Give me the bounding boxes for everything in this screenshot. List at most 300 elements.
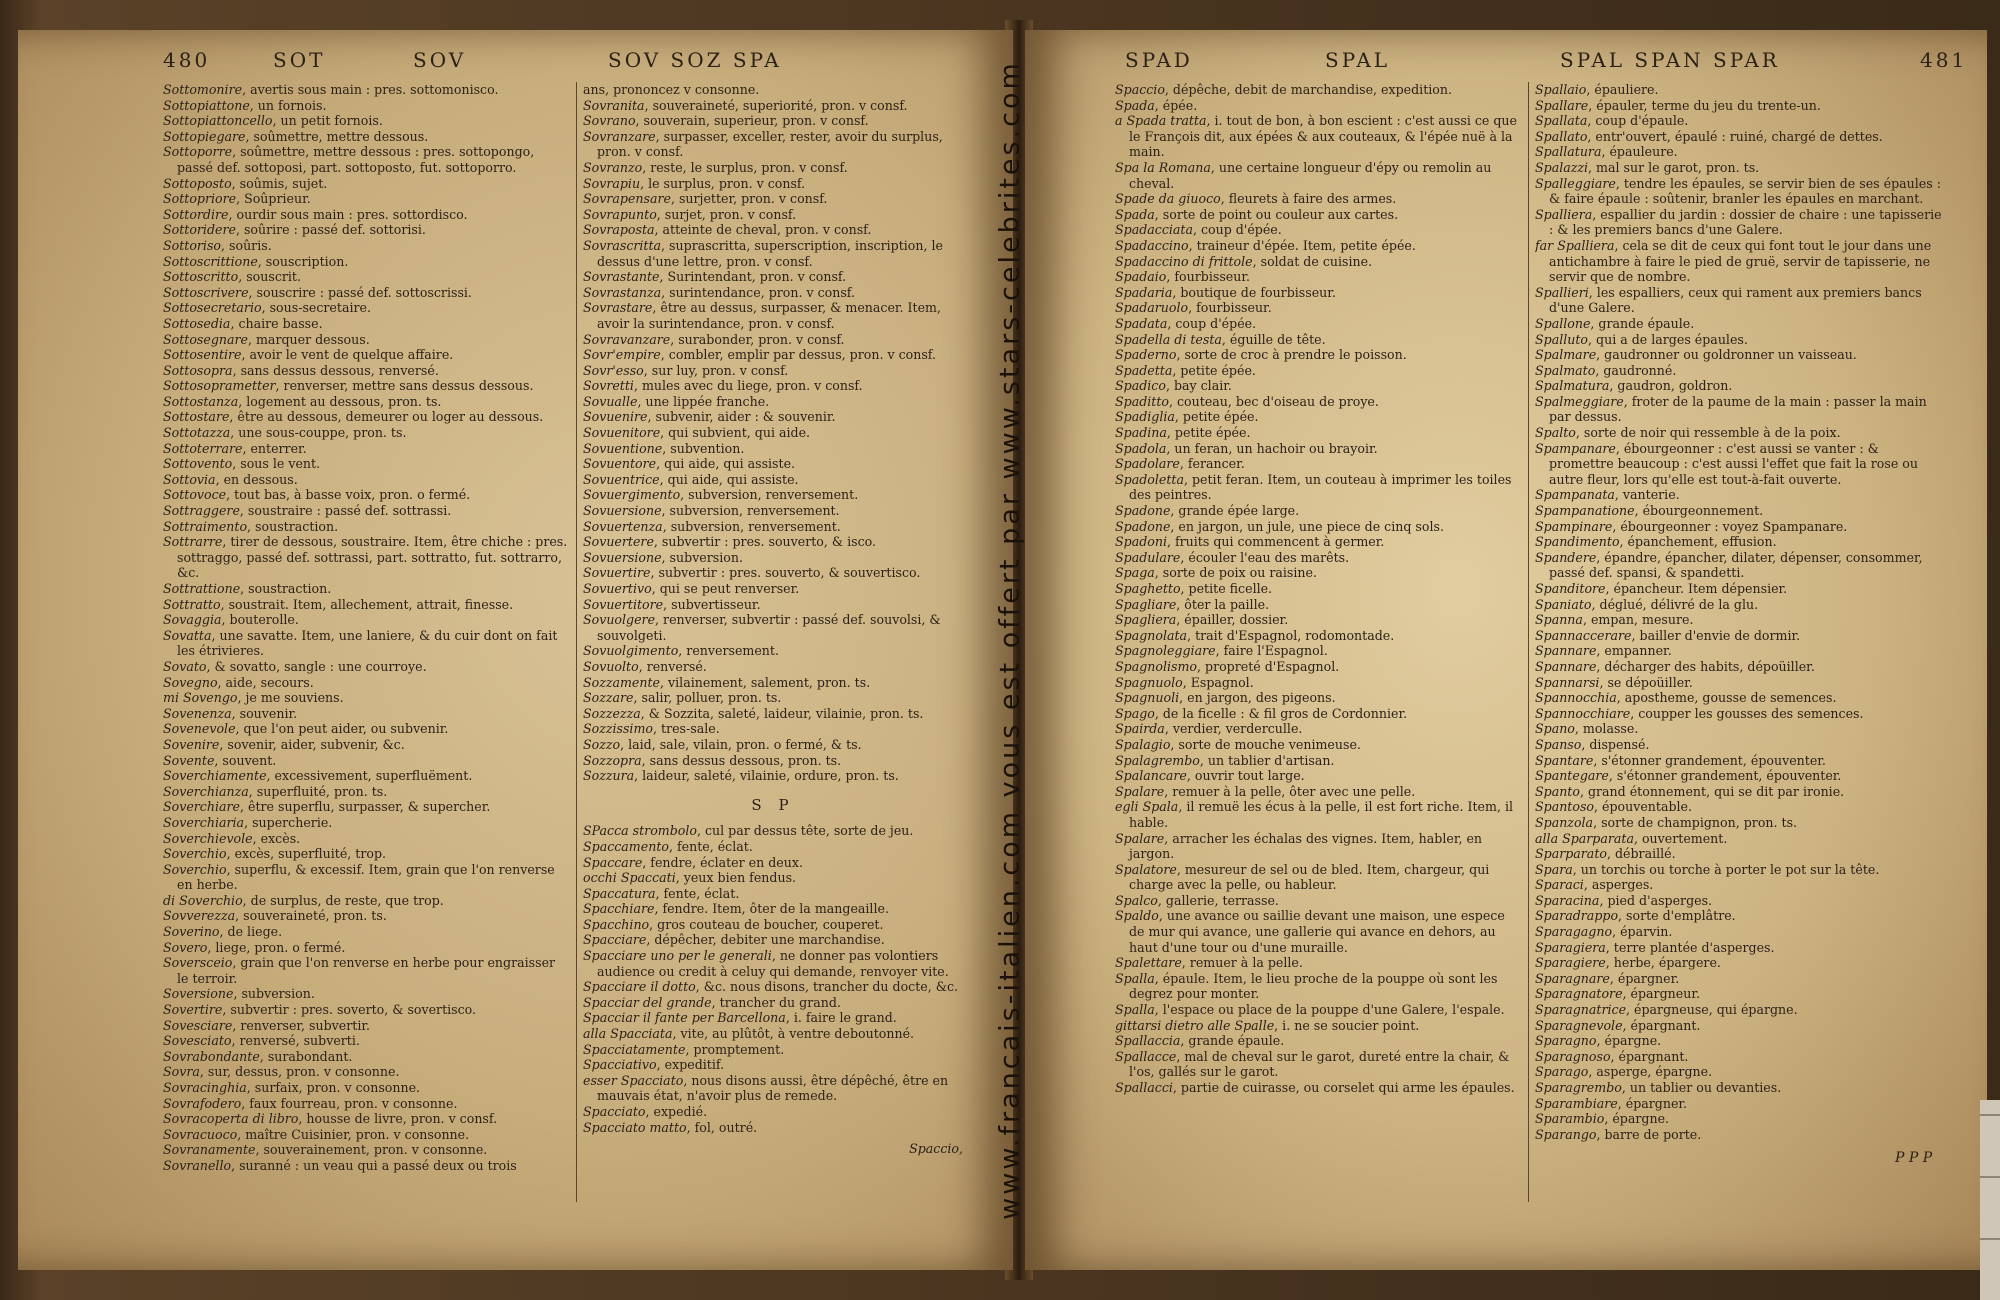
entry-definition: , Soûprieur. xyxy=(236,191,311,207)
entry-definition: , supercherie. xyxy=(244,814,333,830)
entry-definition: , épandre, épancher, dilater, dépenser, consommer, passé def. spansi, & spandetti. xyxy=(1549,549,1923,581)
dictionary-entry xyxy=(1115,285,1520,301)
dictionary-entry xyxy=(1535,534,1945,550)
entry-definition: , qui subvient, qui aide. xyxy=(660,425,811,441)
entry-headword: Spadaruolo xyxy=(1115,300,1189,316)
entry-headword: Soverchio xyxy=(163,861,227,877)
entry-headword: Sovualle xyxy=(583,393,638,409)
entry-headword: Sparparato xyxy=(1535,846,1607,862)
entry-definition: , fendre. Item, ôter de la mangeaille. xyxy=(654,901,889,917)
entry-definition: , décharger des habits, dépoüiller. xyxy=(1596,658,1815,674)
entry-definition: , barre de porte. xyxy=(1596,1126,1702,1142)
entry-definition: , ourdir sous main : pres. sottordisco. xyxy=(228,206,468,222)
dictionary-entry xyxy=(1535,986,1945,1002)
entry-headword: esser Spacciato xyxy=(583,1072,684,1088)
entry-definition: , tout bas, à basse voix, pron. o fermé. xyxy=(226,487,471,503)
entry-definition: , un fornois. xyxy=(249,97,327,113)
dictionary-entry xyxy=(1115,363,1520,379)
entry-headword: Spallaio xyxy=(1535,82,1587,97)
dictionary-entry xyxy=(583,1104,963,1120)
dictionary-entry xyxy=(1115,534,1520,550)
entry-definition: , espallier du jardin : dossier de chaire : une tapisserie : & les premiers bancs d'une Galere. xyxy=(1549,206,1942,238)
entry-definition: , logement au dessous, pron. ts. xyxy=(238,393,442,409)
entry-definition: , excès, superfluité, trop. xyxy=(226,846,387,862)
entry-definition: , sorte de poix ou raisine. xyxy=(1154,565,1317,581)
entry-headword: Spadola xyxy=(1115,440,1167,456)
entry-definition: , bouterolle. xyxy=(221,612,299,628)
entry-headword: Sottovento xyxy=(163,456,233,472)
entry-headword: Sovato xyxy=(163,658,207,674)
dictionary-entry xyxy=(1535,737,1945,753)
dictionary-entry xyxy=(163,1049,568,1065)
entry-definition: , en jargon, un jule, une piece de cinq sols. xyxy=(1170,518,1444,534)
dictionary-entry xyxy=(583,565,963,581)
dictionary-entry xyxy=(583,222,963,238)
entry-headword: Spagnolata xyxy=(1115,627,1188,643)
dictionary-entry xyxy=(583,332,963,348)
entry-headword: Spadella di testa xyxy=(1115,331,1222,347)
dictionary-entry xyxy=(1535,1018,1945,1034)
dictionary-entry xyxy=(163,597,568,613)
entry-definition: , traineur d'épée. Item, petite épée. xyxy=(1188,237,1416,253)
entry-definition: , épargneuse, qui épargne. xyxy=(1626,1002,1798,1018)
dictionary-entry xyxy=(1115,737,1520,753)
dictionary-entry xyxy=(583,82,963,98)
left-column-2 xyxy=(583,82,963,1232)
entry-definition: , suprascritta, superscription, inscription, le dessus d'une lettre, pron. v consf. xyxy=(597,237,943,269)
dictionary-entry xyxy=(163,222,568,238)
dictionary-entry xyxy=(1115,1049,1520,1080)
entry-headword: SPacca strombolo xyxy=(583,823,697,839)
entry-headword: Sovuenire xyxy=(583,409,648,425)
entry-definition: , sovenir, aider, subvenir, &c. xyxy=(219,736,405,752)
entry-headword: Spampanata xyxy=(1535,487,1615,503)
entry-headword: Spacciare uno per le generali xyxy=(583,948,772,964)
entry-headword: Spanna xyxy=(1535,612,1583,628)
dictionary-entry xyxy=(1535,643,1945,659)
dictionary-entry xyxy=(163,113,568,129)
entry-headword: Spannare xyxy=(1535,643,1597,659)
dictionary-entry xyxy=(1535,82,1945,98)
entry-definition: , mal de cheval sur le garot, dureté entre la chair, & l'os, gallés sur le garot. xyxy=(1129,1048,1510,1080)
entry-headword: Sozzopra xyxy=(583,752,642,768)
entry-definition: , superfluité, pron. ts. xyxy=(248,783,388,799)
entry-headword: Spalmato xyxy=(1535,362,1596,378)
entry-headword: Sovuentione xyxy=(583,440,663,456)
entry-definition: , promptement. xyxy=(685,1041,785,1057)
dictionary-entry xyxy=(1535,394,1945,425)
column-rule xyxy=(1528,82,1529,1202)
entry-headword: Spadulare xyxy=(1115,549,1181,565)
dictionary-entry xyxy=(583,503,963,519)
entry-headword: Sovuolgimento xyxy=(583,643,679,659)
entry-definition: , apostheme, gousse de semences. xyxy=(1616,690,1837,706)
entry-headword: Spairda xyxy=(1115,721,1165,737)
entry-definition: , tirer de dessous, soustraire. Item, être chiche : pres. sottraggo, passé def. sottrassi, part. sottratto, fut. sottrarro, &c. xyxy=(177,534,568,581)
entry-headword: Sottoscritto xyxy=(163,269,239,285)
entry-headword: Spacciare xyxy=(583,932,647,948)
entry-headword: Sovaggia xyxy=(163,612,222,628)
entry-headword: Spacciato xyxy=(583,1104,646,1119)
dictionary-entry xyxy=(1115,269,1520,285)
entry-definition: , déglué, délivré de la glu. xyxy=(1591,596,1759,612)
entry-definition: , maître Cuisinier, pron. v consonne. xyxy=(237,1126,470,1142)
dictionary-entry xyxy=(1115,612,1520,628)
entry-definition: , souscrire : passé def. sottoscrissi. xyxy=(248,284,472,300)
entry-headword: Soversceio xyxy=(163,955,233,971)
dictionary-entry xyxy=(1535,768,1945,784)
dictionary-entry xyxy=(583,519,963,535)
entry-headword: Sovranzare xyxy=(583,128,656,144)
entry-definition: , renverser, subvertir. xyxy=(232,1017,370,1033)
entry-definition: , fol, outré. xyxy=(686,1119,758,1135)
entry-headword: Sozzo xyxy=(583,736,621,752)
entry-headword: Sottrattione xyxy=(163,581,241,596)
dictionary-entry xyxy=(1115,628,1520,644)
dictionary-entry xyxy=(163,1096,568,1112)
left-column-1 xyxy=(163,82,568,1222)
entry-headword: Spadolare xyxy=(1115,456,1180,472)
dictionary-entry xyxy=(1535,441,1945,488)
dictionary-entry xyxy=(1535,316,1945,332)
entry-headword: Sovesciare xyxy=(163,1017,233,1033)
entry-definition: , épargner. xyxy=(1617,1095,1688,1111)
entry-headword: Sottopriore xyxy=(163,191,237,207)
entry-definition: , souvenir. xyxy=(231,705,298,721)
entry-definition: , grain que l'on renverse en herbe pour engraisser le terroir. xyxy=(177,955,556,986)
dictionary-entry xyxy=(163,768,568,784)
entry-definition: , épargner. xyxy=(1609,970,1680,986)
dictionary-entry xyxy=(163,1018,568,1034)
dictionary-entry xyxy=(163,1142,568,1158)
dictionary-entry xyxy=(163,659,568,675)
floor-tile xyxy=(1980,1100,2000,1300)
entry-headword: Sozzissimo xyxy=(583,721,653,737)
entry-definition: , petit feran. Item, un couteau à imprimer les toiles des peintres. xyxy=(1129,471,1512,503)
entry-definition: , un feran, un hachoir ou brayoir. xyxy=(1166,440,1378,456)
dictionary-entry xyxy=(1535,706,1945,722)
dictionary-entry xyxy=(163,347,568,363)
dictionary-entry xyxy=(1115,347,1520,363)
entry-headword: Spallacce xyxy=(1115,1048,1177,1064)
entry-definition: , être superflu, surpasser, & supercher. xyxy=(239,799,491,815)
entry-headword: Spalatore xyxy=(1115,861,1177,877)
dictionary-entry xyxy=(1535,893,1945,909)
right-running-head xyxy=(1025,48,1987,78)
dictionary-entry xyxy=(163,254,568,270)
entry-definition: , sorte d'emplâtre. xyxy=(1618,908,1736,924)
entry-headword: Spacchiare xyxy=(583,901,655,917)
entry-definition: , soûrire : passé def. sottorisi. xyxy=(235,222,426,238)
entry-headword: Spaccatura xyxy=(583,885,656,901)
dictionary-entry xyxy=(1115,721,1520,737)
entry-definition: , qui aide, qui assiste. xyxy=(656,456,796,472)
entry-definition: , Espagnol. xyxy=(1182,674,1254,690)
entry-headword: Soverchievole xyxy=(163,830,253,846)
entry-definition: , ébourgeonner : voyez Spampanare. xyxy=(1612,518,1848,534)
entry-headword: Spadaccino xyxy=(1115,237,1189,253)
entry-definition: , terre plantée d'asperges. xyxy=(1605,939,1775,955)
entry-definition: , ouvrir tout large. xyxy=(1186,768,1305,784)
dictionary-entry xyxy=(1115,98,1520,114)
entry-headword: Spantoso xyxy=(1535,799,1594,815)
dictionary-entry xyxy=(1115,207,1520,223)
dictionary-entry xyxy=(1535,238,1945,285)
entry-definition: , qui a de larges épaules. xyxy=(1588,331,1748,347)
entry-definition: , tendre les épaules, se servir bien de ses épaules : & faire épaule : soûtenir, branler les épaules en marchant. xyxy=(1549,175,1941,207)
dictionary-entry xyxy=(163,581,568,597)
entry-definition: , qui aide, qui assiste. xyxy=(659,471,799,487)
entry-definition: , remuer à la pelle. xyxy=(1181,955,1303,971)
entry-headword: Spanto xyxy=(1535,783,1580,799)
entry-headword: Sovero xyxy=(163,939,208,955)
entry-definition: , en dessous. xyxy=(215,471,298,487)
dictionary-entry xyxy=(163,721,568,737)
dictionary-entry xyxy=(163,363,568,379)
right-page-number: 481 xyxy=(1920,48,1968,72)
entry-definition: ans, prononcez v consonne. xyxy=(583,82,760,97)
entry-definition: , renversement. xyxy=(678,643,779,659)
dictionary-entry xyxy=(1535,721,1945,737)
entry-headword: Spannare xyxy=(1535,658,1597,674)
entry-headword: Sovracuoco xyxy=(163,1126,238,1142)
entry-headword: Spadaria xyxy=(1115,284,1173,300)
entry-headword: Spadiglia xyxy=(1115,409,1175,425)
entry-headword: Spaderno xyxy=(1115,347,1177,363)
entry-definition: , dispensé. xyxy=(1581,736,1650,752)
entry-definition: , souveraineté, superiorité, pron. v consf. xyxy=(644,97,908,113)
dictionary-entry xyxy=(1115,316,1520,332)
dictionary-entry xyxy=(1115,1080,1520,1096)
entry-headword: Sottosoprametter xyxy=(163,378,276,394)
entry-definition: , sous le vent. xyxy=(232,456,321,472)
entry-headword: Sparagiere xyxy=(1535,955,1606,971)
entry-headword: Spalmeggiare xyxy=(1535,393,1624,409)
dictionary-entry xyxy=(583,1042,963,1058)
entry-definition: , boutique de fourbisseur. xyxy=(1172,284,1336,300)
entry-definition: , je me souviens. xyxy=(237,690,344,706)
dictionary-entry xyxy=(163,628,568,659)
dictionary-entry xyxy=(1535,659,1945,675)
dictionary-entry xyxy=(1535,784,1945,800)
dictionary-entry xyxy=(163,487,568,503)
entry-headword: Spalagrembo xyxy=(1115,752,1200,768)
entry-headword: Sovrabondante xyxy=(163,1048,260,1064)
entry-headword: Sottosentire xyxy=(163,347,242,363)
entry-definition: , verdier, verderculle. xyxy=(1164,721,1303,737)
entry-definition: , épouventable. xyxy=(1594,799,1693,815)
entry-definition: , empanner. xyxy=(1596,643,1672,659)
entry-definition: , expeditif. xyxy=(656,1057,725,1073)
dictionary-entry xyxy=(1115,565,1520,581)
entry-headword: Spacchino xyxy=(583,916,650,932)
dictionary-entry xyxy=(1535,503,1945,519)
entry-headword: Sottoscrittione xyxy=(163,253,258,269)
entry-headword: Spagnuoli xyxy=(1115,690,1180,706)
dictionary-entry xyxy=(583,378,963,394)
dictionary-entry xyxy=(163,1111,568,1127)
entry-headword: Sovracinghia xyxy=(163,1080,247,1095)
dictionary-entry xyxy=(1535,955,1945,971)
dictionary-entry xyxy=(1535,1127,1945,1143)
dictionary-entry xyxy=(1535,487,1945,503)
dictionary-entry xyxy=(583,207,963,223)
entry-definition: , une certaine longueur d'épy ou remolin au cheval. xyxy=(1129,159,1492,191)
entry-definition: , excès. xyxy=(252,830,301,846)
entry-headword: Sozzare xyxy=(583,690,634,706)
entry-definition: , qui se peut renverser. xyxy=(651,581,800,596)
entry-headword: Sovenenza xyxy=(163,705,232,721)
entry-definition: , soustraire : passé def. sottrassi. xyxy=(239,503,452,519)
entry-definition: , ne donner pas volontiers audience ou credit à celuy qui demande, renvoyer vite. xyxy=(597,948,949,979)
entry-definition: , enterrer. xyxy=(242,440,307,456)
entry-definition: , une avance ou saillie devant une maison, une espece de mur qui avance, une gallerie qui avance en dehors, au haut d'une tour ou d'une muraille. xyxy=(1129,908,1505,955)
entry-definition: , de surplus, de reste, que trop. xyxy=(242,892,444,908)
entry-definition: , renversé, subverti. xyxy=(231,1033,360,1049)
dictionary-entry xyxy=(1535,612,1945,628)
dictionary-entry xyxy=(1115,675,1520,691)
entry-headword: Sovr'esso xyxy=(583,362,644,378)
entry-headword: Spadoletta xyxy=(1115,471,1184,487)
entry-definition: , un tablier d'artisan. xyxy=(1199,752,1335,768)
dictionary-entry xyxy=(1115,955,1520,971)
entry-definition: , surjetter, pron. v consf. xyxy=(670,191,828,207)
entry-definition: , les espalliers, ceux qui rament aux premiers bancs d'une Galere. xyxy=(1549,284,1922,316)
entry-definition: , renversé. xyxy=(638,658,707,674)
entry-headword: Spampanatione xyxy=(1535,503,1635,519)
dictionary-entry xyxy=(583,643,963,659)
dictionary-entry xyxy=(1115,706,1520,722)
dictionary-entry xyxy=(583,176,963,192)
dictionary-entry xyxy=(163,955,568,986)
entry-headword: Spaniato xyxy=(1535,596,1592,612)
entry-headword: Sovraposta xyxy=(583,222,655,238)
dictionary-entry xyxy=(163,753,568,769)
dictionary-entry xyxy=(1535,144,1945,160)
entry-headword: Sovesciato xyxy=(163,1033,232,1049)
entry-headword: Spadico xyxy=(1115,378,1166,394)
entry-headword: Sovrafodero xyxy=(163,1095,242,1111)
entry-headword: Spannocchia xyxy=(1535,690,1617,706)
entry-headword: Spalmatura xyxy=(1535,378,1610,394)
entry-headword: Sovuolto xyxy=(583,658,639,674)
entry-definition: , petite épée. xyxy=(1166,425,1251,441)
dictionary-entry xyxy=(163,269,568,285)
entry-definition: , petite épée. xyxy=(1172,362,1256,378)
entry-definition: , nous disons aussi, être dépêché, être en mauvais état, n'avoir plus de remede. xyxy=(597,1072,949,1104)
entry-headword: Spampinare xyxy=(1535,518,1613,534)
dictionary-entry xyxy=(1115,82,1520,98)
dictionary-entry xyxy=(583,472,963,488)
entry-definition: , yeux bien fendus. xyxy=(675,870,797,886)
entry-headword: Spaga xyxy=(1115,565,1155,581)
entry-definition: , grand étonnement, qui se dit par ironie. xyxy=(1579,783,1845,799)
entry-headword: Sottoposto xyxy=(163,175,232,191)
entry-definition: , tres-sale. xyxy=(653,721,720,737)
entry-definition: , souveraineté, pron. ts. xyxy=(235,908,387,924)
entry-definition: , subvenir, aider : & souvenir. xyxy=(647,409,836,425)
entry-headword: Sovuergimento xyxy=(583,487,681,503)
entry-definition: , épaule. Item, le lieu proche de la pouppe où sont les degrez pour monter. xyxy=(1129,970,1498,1002)
dictionary-entry xyxy=(163,986,568,1002)
entry-definition: , souvent. xyxy=(214,752,277,768)
entry-headword: occhi Spaccati xyxy=(583,870,676,886)
entry-definition: , aide, secours. xyxy=(217,674,314,690)
dictionary-entry xyxy=(583,823,963,839)
entry-headword: Spano xyxy=(1535,721,1575,737)
entry-headword: alla Spacciata xyxy=(583,1026,673,1042)
entry-headword: Spaldo xyxy=(1115,908,1159,924)
entry-headword: far Spalliera xyxy=(1535,237,1615,253)
entry-headword: Spadaio xyxy=(1115,269,1167,285)
entry-headword: Sovuentrice xyxy=(583,471,660,487)
entry-headword: Spagliare xyxy=(1115,596,1177,612)
dictionary-entry xyxy=(1115,441,1520,457)
entry-definition: , i. ne se soucier point. xyxy=(1274,1017,1420,1033)
entry-definition: , épauliere. xyxy=(1586,82,1659,97)
entry-definition: , housse de livre, pron. v consf. xyxy=(298,1111,498,1127)
entry-headword: Sovenevole xyxy=(163,721,236,737)
dictionary-entry xyxy=(163,207,568,223)
entry-headword: Sparambiare xyxy=(1535,1095,1618,1111)
entry-headword: Sparagnatore xyxy=(1535,986,1623,1002)
dictionary-entry xyxy=(583,347,963,363)
dictionary-entry xyxy=(163,300,568,316)
entry-headword: Sovracoperta di libro xyxy=(163,1111,299,1127)
entry-headword: Spadacciata xyxy=(1115,222,1193,238)
entry-definition: , asperges. xyxy=(1583,877,1654,893)
dictionary-entry xyxy=(163,690,568,706)
dictionary-entry xyxy=(583,160,963,176)
entry-definition: , vilainement, salement, pron. ts. xyxy=(660,674,871,690)
dictionary-entry xyxy=(163,893,568,909)
dictionary-entry xyxy=(163,1064,568,1080)
dictionary-entry xyxy=(583,129,963,160)
entry-headword: Sovuenitore xyxy=(583,425,661,441)
dictionary-entry xyxy=(583,456,963,472)
entry-definition: , une lippée franche. xyxy=(637,393,770,409)
dictionary-entry xyxy=(583,441,963,457)
entry-definition: , soldat de cuisine. xyxy=(1252,253,1373,269)
dictionary-entry xyxy=(163,316,568,332)
entry-headword: Sottoriso xyxy=(163,237,222,253)
dictionary-entry xyxy=(163,425,568,441)
dictionary-entry xyxy=(1115,659,1520,675)
entry-definition: , liege, pron. o fermé. xyxy=(207,939,346,955)
entry-definition: , petite épée. xyxy=(1174,409,1259,425)
entry-headword: Sovrastante xyxy=(583,269,660,285)
entry-definition: , débraillé. xyxy=(1606,846,1676,862)
entry-headword: Spalagio xyxy=(1115,736,1171,752)
entry-headword: Soverchiare xyxy=(163,799,240,815)
entry-definition: , fente, éclat. xyxy=(655,885,740,901)
entry-headword: Sovr'empire xyxy=(583,347,661,363)
dictionary-entry xyxy=(583,550,963,566)
entry-headword: Spaccare xyxy=(583,854,643,870)
entry-headword: Spalmare xyxy=(1535,347,1597,363)
dictionary-entry xyxy=(1115,222,1520,238)
entry-definition: , partie de cuirasse, ou corselet qui arme les épaules. xyxy=(1172,1080,1515,1095)
dictionary-entry xyxy=(583,855,963,871)
entry-definition: , souscrit. xyxy=(238,269,301,285)
entry-headword: Sovranello xyxy=(163,1157,232,1173)
dictionary-entry xyxy=(163,503,568,519)
dictionary-entry xyxy=(163,908,568,924)
entry-headword: Spaghetto xyxy=(1115,581,1181,596)
entry-definition: , subvertir : pres. souverto, & isco. xyxy=(653,534,877,550)
entry-definition: , écouler l'eau des marêts. xyxy=(1180,549,1350,565)
entry-headword: Sparagno xyxy=(1535,1033,1597,1049)
